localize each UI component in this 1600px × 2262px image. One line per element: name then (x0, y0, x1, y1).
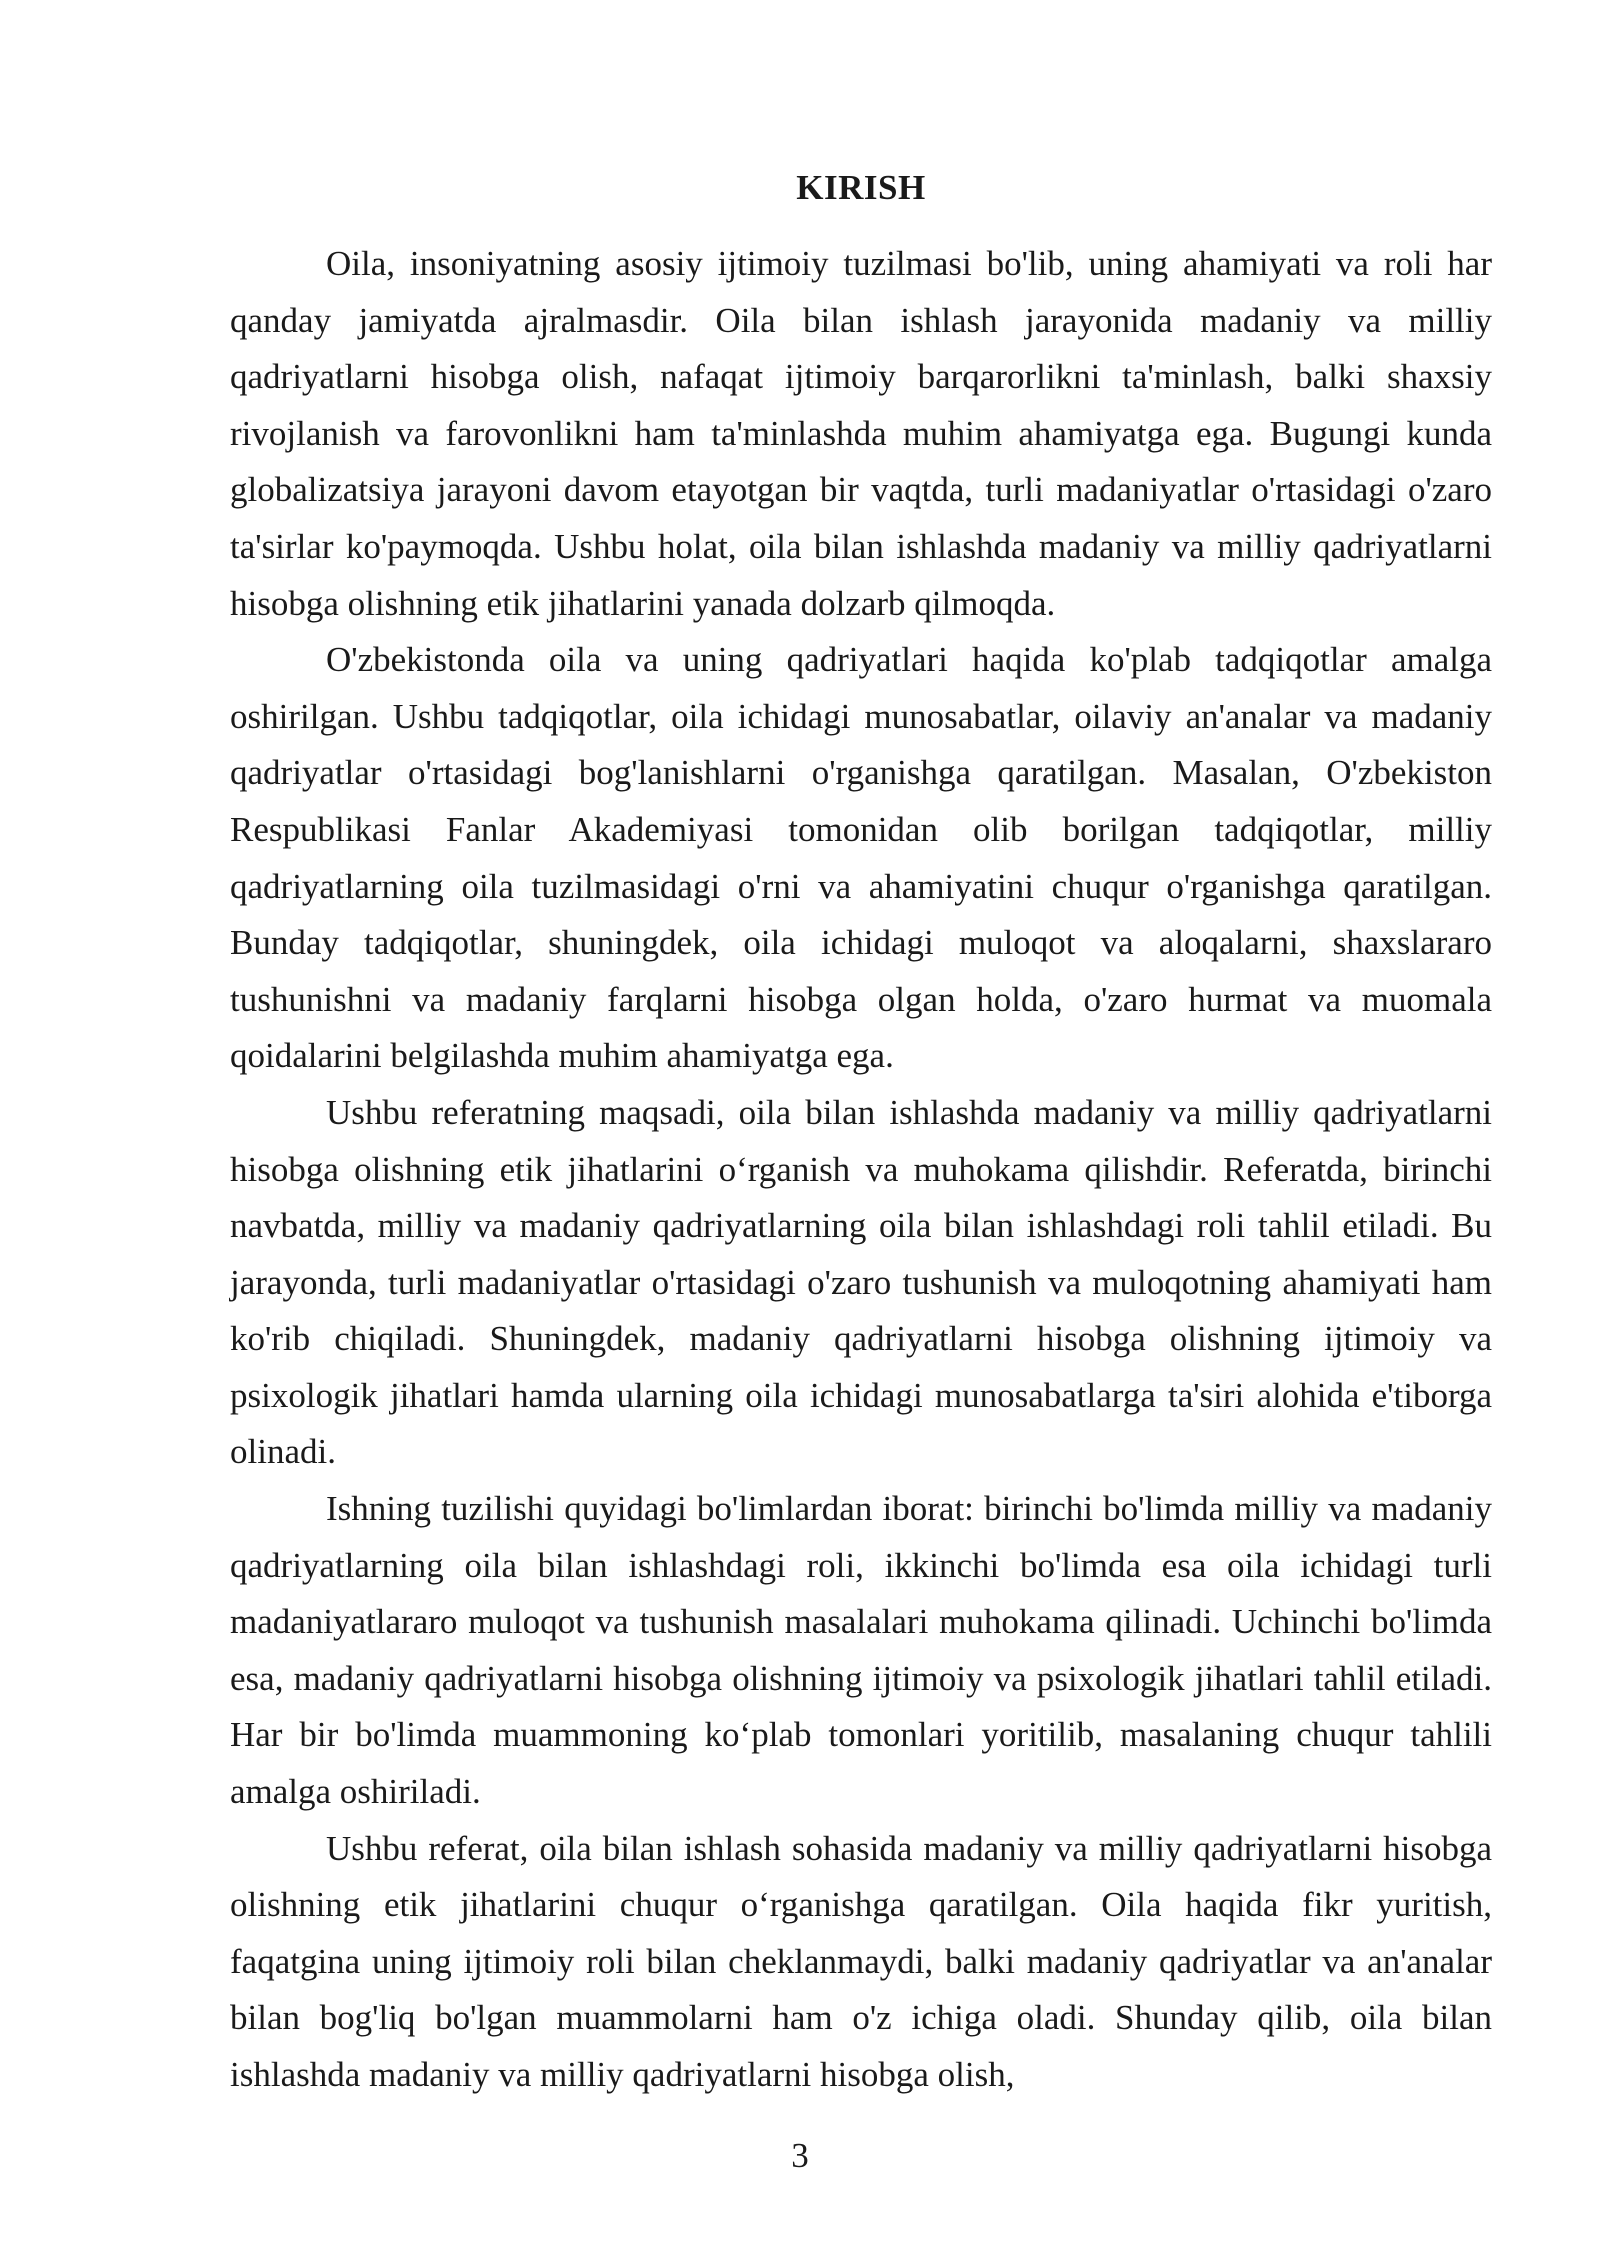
page-number: 3 (791, 2136, 809, 2175)
paragraph-research: O'zbekistonda oila va uning qadriyatlari haqida ko'plab tadqiqotlar amalga oshirilgan. Ushbu tadqiqotlar, oila ichidagi munosabatlar, oilaviy an'analar va madaniy qadriyatlar o'rtasidagi bog'lanishlarni o'rganishga qaratilgan. Masalan, O'zbekiston Respublikasi Fanlar Akademiyasi tomonidan olib borilgan tadqiqotlar, milliy qadriyatlarning oila tuzilmasidagi o'rni va ahamiyatini chuqur o'rganishga qaratilgan. Bunday tadqiqotlar, shuningdek, oila ichidagi muloqot va aloqalarni, shaxslararo tushunishni va madaniy farqlarni hisobga olgan holda, o'zaro hurmat va muomala qoidalarini belgilashda muhim ahamiyatga ega. (230, 640, 1492, 1076)
paragraph-intro: Oila, insoniyatning asosiy ijtimoiy tuzilmasi bo'lib, uning ahamiyati va roli har qanday jamiyatda ajralmasdir. Oila bilan ishlash jarayonida madaniy va milliy qadriyatlarni hisobga olish, nafaqat ijtimoiy barqarorlikni ta'minlash, balki shaxsiy rivojlanish va farovonlikni ham ta'minlashda muhim ahamiyatga ega. Bugungi kunda globalizatsiya jarayoni davom etayotgan bir vaqtda, turli madaniyatlar o'rtasidagi o'zaro ta'sirlar ko'paymoqda. Ushbu holat, oila bilan ishlashda madaniy va milliy qadriyatlarni hisobga olishning etik jihatlarini yanada dolzarb qilmoqda. (230, 244, 1492, 623)
paragraph-conclusion: Ushbu referat, oila bilan ishlash sohasida madaniy va milliy qadriyatlarni hisobga olishning etik jihatlarini chuqur o‘rganishga qaratilgan. Oila haqida fikr yuritish, faqatgina uning ijtimoiy roli bilan cheklanmaydi, balki madaniy qadriyatlar va an'analar bilan bog'liq bo'lgan muammolarni ham o'z ichiga oladi. Shunday qilib, oila bilan ishlashda madaniy va milliy qadriyatlarni hisobga olish, (230, 1828, 1492, 2094)
section-title: KIRISH (796, 168, 926, 207)
paragraph-structure: Ishning tuzilishi quyidagi bo'limlardan iborat: birinchi bo'limda milliy va madaniy qadriyatlarning oila bilan ishlashdagi roli, ikkinchi bo'limda esa oila ichidagi turli madaniyatlararo muloqot va tushunish masalalari muhokama qilinadi. Uchinchi bo'limda esa, madaniy qadriyatlarni hisobga olishning ijtimoiy va psixologik jihatlari tahlil etiladi. Har bir bo'limda muammoning ko‘plab tomonlari yoritilib, masalaning chuqur tahlili amalga oshiriladi. (230, 1489, 1492, 1812)
paragraph-aim: Ushbu referatning maqsadi, oila bilan ishlashda madaniy va milliy qadriyatlarni hisobga olishning etik jihatlarini o‘rganish va muhokama qilishdir. Referatda, birinchi navbatda, milliy va madaniy qadriyatlarning oila bilan ishlashdagi roli tahlil etiladi. Bu jarayonda, turli madaniyatlar o'rtasidagi o'zaro tushunish va muloqotning ahamiyati ham ko'rib chiqiladi. Shuningdek, madaniy qadriyatlarni hisobga olishning ijtimoiy va psixologik jihatlari hamda ularning oila ichidagi munosabatlarga ta'siri alohida e'tiborga olinadi. (230, 1092, 1492, 1472)
page-content (230, 160, 1492, 2104)
